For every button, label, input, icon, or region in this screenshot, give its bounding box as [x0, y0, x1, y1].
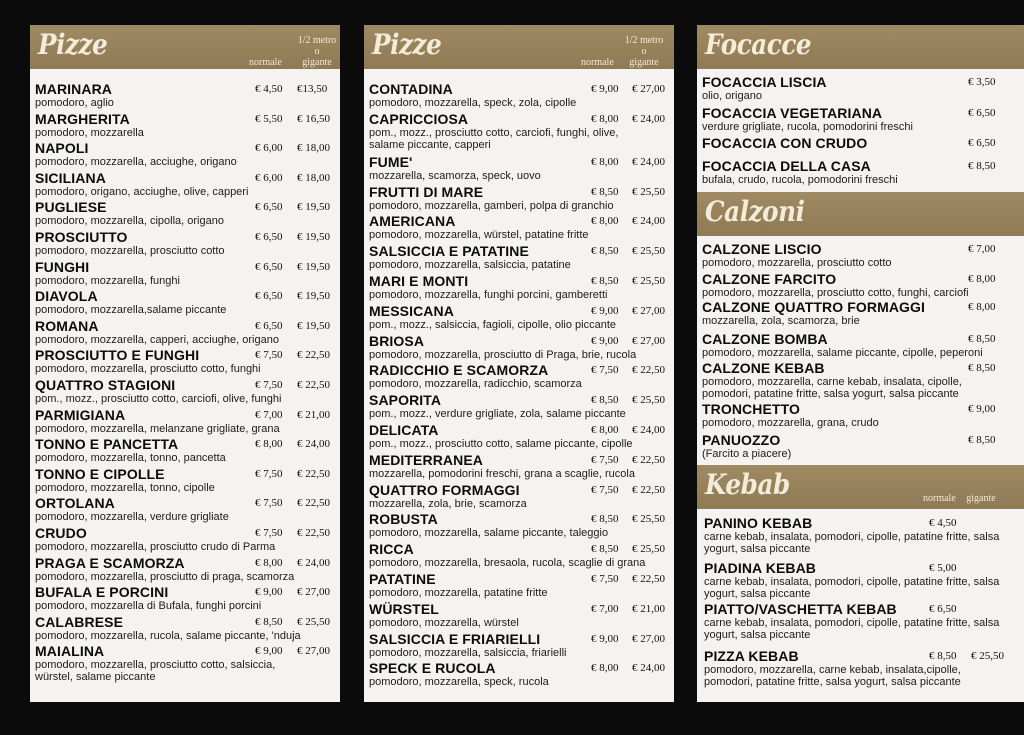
item-name: SICILIANA [35, 169, 106, 186]
price-gigante: € 25,50 [632, 274, 665, 287]
item-description: pomodoro, mozzarella, prosciutto cotto, funghi [35, 363, 261, 376]
price-gigante: € 16,50 [297, 112, 330, 125]
item-description: pomodoro, mozzarella [35, 126, 144, 139]
price-normale: € 7,00 [591, 602, 619, 615]
menu-item [369, 155, 674, 185]
item-description: pomodoro, mozzarella, speck, rucola [369, 676, 549, 689]
kebab-list [697, 509, 1024, 689]
price-gigante: € 22,50 [632, 483, 665, 496]
price-gigante: € 22,50 [297, 497, 330, 510]
item-description: pomodoro, mozzarella, melanzane grigliate, grana [35, 422, 280, 435]
price-normale: € 8,00 [255, 438, 283, 451]
price: € 8,50 [968, 362, 996, 374]
section-title-pizze-1: Pizze [38, 28, 108, 61]
price-normale: € 8,50 [591, 274, 619, 287]
item-name: SALSICCIA E PATATINE [369, 243, 529, 260]
price-gigante: € 25,50 [632, 543, 665, 556]
item-description: pomodoro, mozzarella, prosciutto di Praga, brie, rucola [369, 348, 637, 361]
menu-item [35, 585, 340, 615]
price: € 9,00 [968, 403, 996, 415]
item-description: mozzarella, zola, scamorza, brie [702, 315, 860, 327]
item-name: FUNGHI [35, 258, 90, 275]
item-description: mozzarella, zola, brie, scamorza [369, 497, 527, 510]
item-description: pomodoro, mozzarella, carne kebab, insalata, cipolle, pomodori, patatine fritte, salsa yogurt, salsa piccante [702, 376, 962, 400]
price-normale: € 7,50 [591, 483, 619, 496]
price-gigante: € 24,00 [632, 662, 665, 675]
menu-item [35, 348, 340, 378]
item-description: pomodoro, mozzarella, carne kebab, insalata,cipolle, pomodori, patatine fritte, salsa yogurt, salsa piccante [704, 664, 961, 688]
item-description: pomodoro, mozzarella, würstel, patatine fritte [369, 229, 589, 242]
price-gigante: € 27,00 [297, 586, 330, 599]
item-name: PARMIGIANA [35, 406, 126, 423]
item-description: pomodoro, aglio [35, 97, 114, 109]
menu-item [369, 274, 674, 304]
item-description: pomodoro, mozzarella, prosciutto cotto, salsiccia, würstel, salame piccante [35, 659, 276, 684]
header-gigante-line2: o [641, 46, 647, 57]
price: € 8,00 [968, 301, 996, 313]
menu-item [35, 289, 340, 319]
item-description: pomodoro, mozzarella, gamberi, polpa di granchio [369, 199, 614, 212]
price-normale: € 9,00 [591, 632, 619, 645]
price: € 8,00 [968, 273, 996, 285]
menu-item [702, 433, 1024, 463]
item-name: CALZONE BOMBA [702, 331, 828, 347]
price: € 6,50 [968, 137, 996, 149]
price-normale: € 7,50 [255, 349, 283, 362]
price-normale: € 6,50 [255, 230, 283, 243]
item-description: pomodoro, mozzarella, salsiccia, friarielli [369, 646, 567, 659]
item-name: PIZZA KEBAB [704, 648, 799, 664]
menu-item [35, 556, 340, 586]
item-description: pomodoro, mozzarella, salame piccante, taleggio [369, 527, 609, 540]
item-name: NAPOLI [35, 140, 89, 157]
menu-item [702, 159, 1024, 190]
menu-item [369, 453, 674, 483]
price-gigante: € 19,50 [297, 290, 330, 303]
item-description: pom., mozz., prosciutto cotto, carciofi, olive, funghi [35, 392, 282, 405]
item-description: carne kebab, insalata, pomodori, cipolle, patatine fritte, salsa yogurt, salsa piccante [704, 531, 1000, 555]
item-name: CALZONE QUATTRO FORMAGGI [702, 299, 926, 315]
menu-item [35, 496, 340, 526]
item-description: pomodoro, mozzarella di Bufala, funghi porcini [35, 600, 262, 613]
price-normale: € 8,50 [929, 650, 957, 662]
price-gigante: € 24,00 [297, 556, 330, 569]
price-normale: € 7,50 [255, 467, 283, 480]
price-normale: € 8,50 [591, 513, 619, 526]
menu-item [704, 561, 1024, 602]
menu-item [369, 244, 674, 274]
menu-item [369, 661, 674, 691]
price-normale: € 6,50 [255, 290, 283, 303]
price-normale: € 4,50 [255, 83, 283, 95]
item-name: CALABRESE [35, 613, 124, 630]
calzoni-banner [697, 192, 1024, 236]
item-description: pomodoro, mozzarella, cipolla, origano [35, 215, 224, 228]
price-gigante: € 25,50 [297, 615, 330, 628]
header-gigante-line1: 1/2 metro [624, 35, 664, 46]
menu-item [35, 615, 340, 645]
item-name: MAIALINA [35, 643, 105, 660]
item-name: TRONCHETTO [702, 401, 800, 417]
item-name: ROMANA [35, 317, 99, 334]
item-name: PIATTO/VASCHETTA KEBAB [704, 601, 897, 617]
item-description: verdure grigliate, rucola, pomodorini freschi [702, 121, 913, 133]
item-description: pomodoro, mozzarella, speck, zola, cipolle [369, 97, 577, 109]
item-name: CONTADINA [369, 81, 453, 97]
menu-item [369, 393, 674, 423]
menu-item [35, 378, 340, 408]
item-name: RADICCHIO E SCAMORZA [369, 362, 549, 379]
item-name: QUATTRO FORMAGGI [369, 481, 520, 498]
menu-item [35, 200, 340, 230]
item-description: pomodoro, mozzarella, bresaola, rucola, scaglie di grana [369, 557, 646, 570]
item-name: PIADINA KEBAB [704, 560, 817, 576]
price-normale: € 9,00 [255, 645, 283, 658]
price-gigante: € 21,00 [632, 602, 665, 615]
item-description: pomodoro, mozzarella, patatine fritte [369, 586, 548, 599]
header-normale: normale [581, 57, 614, 68]
item-name: PANUOZZO [702, 432, 781, 448]
price-gigante: € 27,00 [632, 334, 665, 347]
item-name: WÜRSTEL [369, 600, 439, 617]
price-normale: € 5,50 [255, 112, 283, 125]
menu-item [702, 75, 1024, 106]
price-normale: € 8,50 [591, 245, 619, 258]
price-gigante: € 22,50 [632, 364, 665, 377]
item-description: pomodoro, mozzarella, funghi [35, 274, 180, 287]
menu-item [369, 304, 674, 334]
item-name: FOCACCIA CON CRUDO [702, 135, 868, 151]
price-gigante: € 27,00 [632, 83, 665, 95]
item-name: MARGHERITA [35, 110, 130, 127]
item-description: mozzarella, pomodorini freschi, grana a scaglie, rucola [369, 467, 635, 480]
price-gigante: € 22,50 [297, 467, 330, 480]
pizze-menu-column-1 [30, 25, 340, 702]
menu-item [369, 572, 674, 602]
price-normale: € 6,50 [255, 319, 283, 332]
price-normale: € 6,50 [255, 201, 283, 214]
item-name: DIAVOLA [35, 288, 98, 305]
item-description: pomodoro, mozzarella, grana, crudo [702, 417, 879, 429]
price-normale: € 6,50 [929, 603, 957, 615]
menu-item [369, 214, 674, 244]
menu-item [35, 644, 340, 684]
section-title-focacce: Focacce [705, 28, 812, 61]
item-description: mozzarella, scamorza, speck, uovo [369, 169, 541, 182]
price-gigante: € 19,50 [297, 319, 330, 332]
price-normale: € 7,00 [255, 408, 283, 421]
item-description: pomodoro, origano, acciughe, olive, capperi [35, 185, 249, 198]
menu-item [35, 230, 340, 260]
price-gigante: € 25,50 [632, 245, 665, 258]
item-description: pomodoro, mozzarella, tonno, pancetta [35, 452, 226, 465]
item-name: PRAGA E SCAMORZA [35, 554, 185, 571]
item-name: TONNO E CIPOLLE [35, 465, 165, 482]
menu-item [35, 467, 340, 497]
pizze-list-1 [30, 69, 340, 684]
menu-item [704, 602, 1024, 649]
price-gigante: € 27,00 [632, 304, 665, 317]
item-name: BRIOSA [369, 332, 425, 349]
item-description: pomodoro, mozzarella, tonno, cipolle [35, 481, 215, 494]
price-gigante: € 25,50 [632, 513, 665, 526]
price-gigante: € 27,00 [632, 632, 665, 645]
price-gigante: € 19,50 [297, 201, 330, 214]
price: € 8,50 [968, 434, 996, 446]
item-name: FRUTTI DI MARE [369, 183, 484, 200]
menu-item [369, 632, 674, 662]
focacce-calzoni-kebab-column [697, 25, 1024, 702]
menu-item [35, 171, 340, 201]
price-normale: € 8,00 [591, 215, 619, 228]
menu-item [35, 319, 340, 349]
menu-item [369, 112, 674, 155]
item-description: pomodoro, mozzarella, radicchio, scamorza [369, 378, 582, 391]
menu-item [702, 106, 1024, 136]
menu-item [369, 602, 674, 632]
price-normale: € 7,50 [255, 378, 283, 391]
item-description: pomodoro, mozzarella, verdure grigliate [35, 511, 229, 524]
item-name: QUATTRO STAGIONI [35, 376, 176, 393]
price-normale: € 7,50 [255, 497, 283, 510]
item-name: SAPORITA [369, 392, 442, 409]
item-name: CALZONE FARCITO [702, 271, 837, 287]
item-name: PUGLIESE [35, 199, 107, 216]
item-description: pomodoro, mozzarella, prosciutto di praga, scamorza [35, 570, 295, 583]
price-normale: € 6,00 [255, 142, 283, 155]
item-name: MARI E MONTI [369, 272, 469, 289]
menu-item [369, 363, 674, 393]
item-description: pomodoro, mozzarella, capperi, acciughe, origano [35, 333, 279, 346]
calzoni-list [697, 236, 1024, 463]
price-normale: € 5,00 [929, 562, 957, 574]
header-gigante-line1: 1/2 metro [297, 35, 337, 46]
price-gigante: € 24,00 [632, 215, 665, 228]
item-description: pomodoro, mozzarella, salame piccante, cipolle, peperoni [702, 347, 983, 359]
price-gigante: € 18,00 [297, 171, 330, 184]
header-gigante-line3: gigante [302, 57, 332, 68]
menu-item [369, 542, 674, 572]
item-description: bufala, crudo, rucola, pomodorini freschi [702, 174, 898, 186]
menu-item [369, 512, 674, 542]
item-name: FUME' [369, 153, 413, 170]
price-gigante: € 24,00 [632, 112, 665, 125]
item-description: pomodoro, mozzarella, salsiccia, patatine [369, 259, 571, 272]
price-normale: € 9,00 [591, 304, 619, 317]
menu-item [702, 300, 1024, 332]
item-description: pomodoro, mozzarella, prosciutto cotto [35, 244, 225, 257]
item-name: CAPRICCIOSA [369, 110, 469, 127]
price-gigante: €13,50 [297, 83, 328, 95]
price: € 6,50 [968, 107, 996, 119]
item-description: pom., mozz., prosciutto cotto, salame piccante, cipolle [369, 437, 633, 450]
menu-item [35, 141, 340, 171]
menu-item [704, 649, 1024, 689]
item-name: MARINARA [35, 81, 113, 97]
item-name: CALZONE LISCIO [702, 241, 822, 257]
item-name: PROSCIUTTO E FUNGHI [35, 347, 200, 364]
price-normale: € 8,00 [591, 155, 619, 168]
kebab-banner [697, 465, 1024, 509]
menu-item [369, 483, 674, 513]
price-gigante: € 18,00 [297, 142, 330, 155]
menu-item [369, 334, 674, 364]
price-gigante: € 19,50 [297, 260, 330, 273]
price-normale: € 9,00 [591, 83, 619, 95]
section-title-pizze-2: Pizze [372, 28, 442, 61]
item-description: (Farcito a piacere) [702, 448, 792, 460]
menu-item [702, 361, 1024, 402]
item-name: BUFALA E PORCINI [35, 584, 169, 601]
price-normale: € 8,00 [591, 662, 619, 675]
menu-item [704, 516, 1024, 561]
item-name: FOCACCIA DELLA CASA [702, 158, 871, 174]
item-name: AMERICANA [369, 213, 456, 230]
menu-item [35, 437, 340, 467]
price-gigante: € 24,00 [297, 438, 330, 451]
item-name: PROSCIUTTO [35, 228, 128, 245]
header-gigante-line3: gigante [629, 57, 659, 68]
header-normale: normale [923, 493, 956, 504]
price-normale: € 6,00 [255, 171, 283, 184]
menu-item [369, 423, 674, 453]
item-name: MESSICANA [369, 302, 454, 319]
focacce-list [697, 69, 1024, 190]
pizze-menu-column-2 [364, 25, 674, 702]
price-normale: € 7,50 [255, 526, 283, 539]
item-name: PANINO KEBAB [704, 515, 813, 531]
header-gigante: gigante [966, 493, 996, 504]
item-description: pomodoro, mozzarella, prosciutto crudo di Parma [35, 540, 276, 553]
price-gigante: € 22,50 [632, 453, 665, 466]
item-name: CALZONE KEBAB [702, 360, 825, 376]
pizze-list-2 [364, 69, 674, 691]
section-title-kebab: Kebab [705, 468, 790, 501]
item-description: pomodoro, mozzarella, acciughe, origano [35, 156, 237, 169]
price: € 7,00 [968, 243, 996, 255]
menu-item [702, 242, 1024, 272]
item-description: pom., mozz., verdure grigliate, zola, salame piccante [369, 408, 626, 421]
item-name: ORTOLANA [35, 495, 115, 512]
menu-item [702, 136, 1024, 159]
item-description: carne kebab, insalata, pomodori, cipolle, patatine fritte, salsa yogurt, salsa piccante [704, 617, 1000, 641]
item-description: pomodoro, mozzarella, würstel [369, 616, 519, 629]
item-description: carne kebab, insalata, pomodori, cipolle, patatine fritte, salsa yogurt, salsa piccante [704, 576, 1000, 600]
price-normale: € 9,00 [255, 586, 283, 599]
price-gigante: € 19,50 [297, 230, 330, 243]
section-title-calzoni: Calzoni [705, 195, 805, 228]
price-gigante: € 25,50 [632, 394, 665, 407]
price: € 8,50 [968, 160, 996, 172]
price-normale: € 8,50 [591, 543, 619, 556]
price-gigante: € 22,50 [632, 572, 665, 585]
price-normale: € 8,00 [591, 423, 619, 436]
price: € 3,50 [968, 76, 996, 88]
item-description: pomodoro, mozzarella, prosciutto cotto [702, 257, 892, 269]
price-gigante: € 25,50 [632, 185, 665, 198]
item-description: pomodoro, mozzarella,salame piccante [35, 304, 227, 317]
price-normale: € 6,50 [255, 260, 283, 273]
price-normale: € 7,50 [591, 453, 619, 466]
price-gigante: € 24,00 [632, 423, 665, 436]
menu-item [35, 260, 340, 290]
header-gigante-line2: o [314, 46, 320, 57]
price-normale: € 8,50 [255, 615, 283, 628]
menu-item [702, 272, 1024, 300]
price-gigante: € 27,00 [297, 645, 330, 658]
item-name: RICCA [369, 541, 414, 558]
item-name: FOCACCIA LISCIA [702, 74, 827, 90]
item-description: pomodoro, mozzarella, prosciutto cotto, funghi, carciofi [702, 287, 969, 299]
pizze-banner-1 [30, 25, 340, 69]
menu-item [35, 112, 340, 142]
menu-item [35, 82, 340, 112]
item-name: ROBUSTA [369, 511, 438, 528]
menu-item [702, 332, 1024, 361]
price-normale: € 4,50 [929, 517, 957, 529]
price-normale: € 7,50 [591, 364, 619, 377]
price-gigante: € 24,00 [632, 155, 665, 168]
price-normale: € 8,50 [591, 185, 619, 198]
header-normale: normale [249, 57, 282, 68]
price-gigante: € 22,50 [297, 349, 330, 362]
price-normale: € 9,00 [591, 334, 619, 347]
price: € 8,50 [968, 333, 996, 345]
item-name: DELICATA [369, 421, 439, 438]
item-name: TONNO E PANCETTA [35, 436, 179, 453]
item-description: pomodoro, mozzarella, rucola, salame piccante, 'nduja [35, 629, 301, 642]
menu-item [369, 82, 674, 112]
item-name: PATATINE [369, 570, 436, 587]
menu-item [35, 408, 340, 438]
price-normale: € 8,00 [255, 556, 283, 569]
menu-item [35, 526, 340, 556]
item-name: CRUDO [35, 524, 87, 541]
item-name: FOCACCIA VEGETARIANA [702, 105, 883, 121]
price-gigante: € 21,00 [297, 408, 330, 421]
item-name: SALSICCIA E FRIARIELLI [369, 630, 541, 647]
menu-item [702, 402, 1024, 433]
pizze-banner-2 [364, 25, 674, 69]
item-description: pom., mozz., salsiccia, fagioli, cipolle, olio piccante [369, 318, 616, 331]
item-description: pomodoro, mozzarella, funghi porcini, gamberetti [369, 288, 608, 301]
price-normale: € 8,50 [591, 394, 619, 407]
item-name: MEDITERRANEA [369, 451, 483, 468]
price-normale: € 7,50 [591, 572, 619, 585]
item-description: pom., mozz., prosciutto cotto, carciofi, funghi, olive, salame piccante, capperi [369, 126, 619, 151]
menu-item [369, 185, 674, 215]
price-gigante: € 22,50 [297, 526, 330, 539]
focacce-banner [697, 25, 1024, 69]
price-normale: € 8,00 [591, 112, 619, 125]
price-gigante: € 25,50 [971, 650, 1004, 662]
price-gigante: € 22,50 [297, 378, 330, 391]
item-name: SPECK E RUCOLA [369, 660, 496, 677]
item-description: olio, origano [702, 90, 762, 102]
